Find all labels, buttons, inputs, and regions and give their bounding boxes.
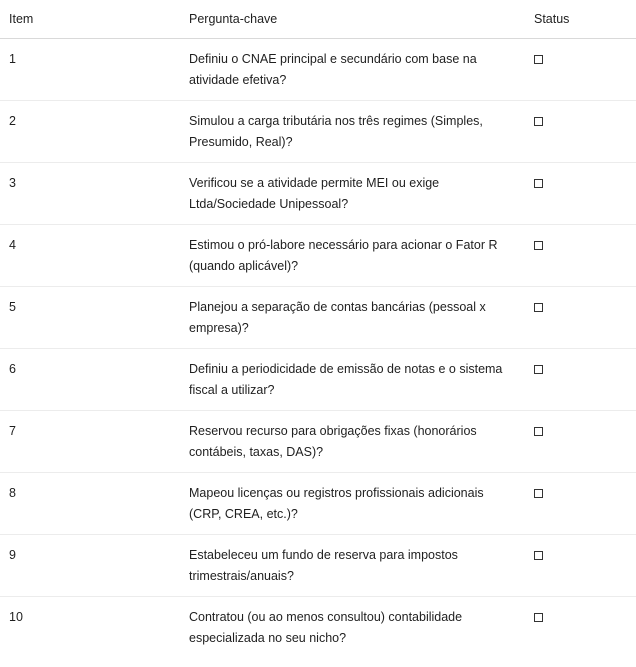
table-row [0, 39, 636, 101]
empty-checkbox-icon[interactable] [534, 55, 543, 64]
item-number-cell [0, 473, 189, 535]
question-cell [189, 349, 534, 411]
item-number: 2 [9, 114, 16, 128]
question-text: Mapeou licenças ou registros profissionais adicionais (CRP, CREA, etc.)? [189, 486, 484, 521]
table-row [0, 287, 636, 349]
item-number: 7 [9, 424, 16, 438]
empty-checkbox-icon[interactable] [534, 241, 543, 250]
question-text: Contratou (ou ao menos consultou) contabilidade especializada no seu nicho? [189, 610, 463, 645]
item-number: 3 [9, 176, 16, 190]
table-row [0, 163, 636, 225]
empty-checkbox-icon[interactable] [534, 613, 543, 622]
question-text: Planejou a separação de contas bancárias (pessoal x empresa)? [189, 300, 486, 335]
status-cell [534, 163, 636, 225]
item-number-cell [0, 411, 189, 473]
empty-checkbox-icon[interactable] [534, 179, 543, 188]
question-cell [189, 597, 534, 659]
status-cell [534, 225, 636, 287]
item-number-cell [0, 101, 189, 163]
question-cell [189, 39, 534, 101]
header-question: Pergunta-chave [189, 0, 534, 39]
item-number: 8 [9, 486, 16, 500]
question-text: Estimou o pró-labore necessário para acionar o Fator R (quando aplicável)? [189, 238, 498, 273]
question-cell [189, 163, 534, 225]
item-number-cell [0, 597, 189, 659]
item-number: 10 [9, 610, 23, 624]
question-text: Simulou a carga tributária nos três regimes (Simples, Presumido, Real)? [189, 114, 483, 149]
table-row [0, 349, 636, 411]
question-cell [189, 535, 534, 597]
question-cell [189, 411, 534, 473]
table-row [0, 225, 636, 287]
empty-checkbox-icon[interactable] [534, 551, 543, 560]
table-row [0, 101, 636, 163]
item-number-cell [0, 225, 189, 287]
question-cell [189, 225, 534, 287]
item-number-cell [0, 287, 189, 349]
question-cell [189, 101, 534, 163]
status-cell [534, 349, 636, 411]
item-number: 4 [9, 238, 16, 252]
item-number: 1 [9, 52, 16, 66]
question-text: Reservou recurso para obrigações fixas (honorários contábeis, taxas, DAS)? [189, 424, 477, 459]
question-text: Verificou se a atividade permite MEI ou exige Ltda/Sociedade Unipessoal? [189, 176, 440, 211]
empty-checkbox-icon[interactable] [534, 117, 543, 126]
empty-checkbox-icon[interactable] [534, 489, 543, 498]
question-text: Estabeleceu um fundo de reserva para impostos trimestrais/anuais? [189, 548, 458, 583]
status-cell [534, 597, 636, 659]
status-cell [534, 39, 636, 101]
question-cell [189, 287, 534, 349]
empty-checkbox-icon[interactable] [534, 303, 543, 312]
table-header [0, 0, 636, 39]
table-row [0, 597, 636, 659]
item-number-cell [0, 163, 189, 225]
question-text: Definiu a periodicidade de emissão de notas e o sistema fiscal a utilizar? [189, 362, 503, 397]
table-body [0, 39, 636, 659]
status-cell [534, 101, 636, 163]
empty-checkbox-icon[interactable] [534, 365, 543, 374]
status-cell [534, 473, 636, 535]
status-cell [534, 287, 636, 349]
item-number: 5 [9, 300, 16, 314]
status-cell [534, 535, 636, 597]
item-number-cell [0, 39, 189, 101]
table-row [0, 411, 636, 473]
item-number: 6 [9, 362, 16, 376]
table-row [0, 473, 636, 535]
header-row [0, 0, 636, 39]
header-status: Status [534, 0, 636, 39]
item-number-cell [0, 349, 189, 411]
question-cell [189, 473, 534, 535]
question-text: Definiu o CNAE principal e secundário com base na atividade efetiva? [189, 52, 477, 87]
table-row [0, 535, 636, 597]
empty-checkbox-icon[interactable] [534, 427, 543, 436]
header-item: Item [0, 0, 189, 39]
item-number: 9 [9, 548, 16, 562]
status-cell [534, 411, 636, 473]
item-number-cell [0, 535, 189, 597]
